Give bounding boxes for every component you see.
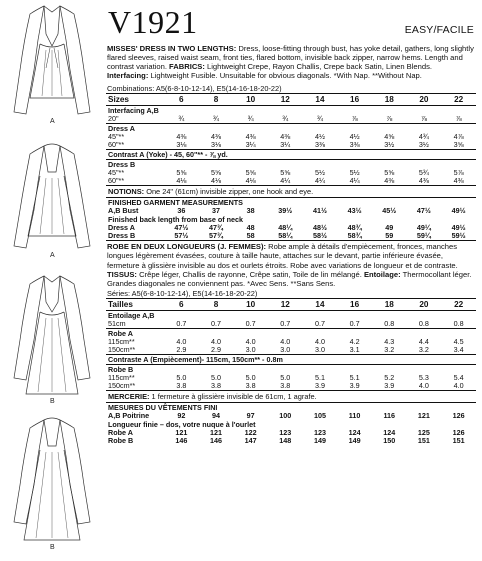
column-header: 20 (407, 94, 442, 106)
tissus-label: TISSUS: (107, 269, 137, 279)
mercerie-text: 1 fermeture à glissière invisible de 61cm, 1 agrafe. (149, 391, 317, 401)
notions-text: One 24" (61cm) invisible zipper, one hook and eye. (144, 187, 314, 197)
table-cell: 4⅜ (418, 176, 429, 186)
table-cell: 4.0 (453, 380, 464, 390)
illustration-column (0, 0, 104, 561)
table-cell: 126 (452, 427, 465, 437)
section-label: Contraste A (Empiècement)- 115cm, 150cm** - 0.8m (106, 354, 476, 364)
table-cell: 0.7 (176, 318, 187, 328)
table-cell: 39½ (278, 206, 293, 216)
table-cell: 3⅜ (349, 140, 360, 150)
table-cell: 3.8 (176, 380, 187, 390)
table-cell: 5⅞ (453, 168, 464, 178)
column-header: 16 (337, 94, 372, 106)
row-label: Robe A (108, 427, 133, 437)
table-row (106, 412, 476, 420)
difficulty-label: EASY/FACILE (404, 24, 474, 36)
description-en (106, 44, 476, 80)
column-header: 14 (303, 298, 338, 310)
section-label: Dress B (106, 160, 476, 170)
description-fr-body: Robe ample à détails d'empiècement, fronces, manches longues légèrement évasées, couture à taille haute, attaches sur le devant, partie inférieure évasée, fermeture à glissière invisible au dos et ourlets étroits. Robe avec variations de longueur et de contraste. (107, 242, 458, 270)
row-label: Dress B (108, 231, 136, 241)
table-cell: 4¾ (418, 132, 429, 142)
table-cell: 5.2 (384, 372, 395, 382)
column-header: Sizes (106, 94, 164, 106)
table-cell: 4.0 (314, 336, 325, 346)
table-cell: 5⅝ (280, 168, 291, 178)
table-cell: 146 (175, 435, 188, 445)
table-cell: 149 (313, 435, 326, 445)
column-header: 8 (199, 94, 234, 106)
table-cell: 4⅛ (176, 176, 187, 186)
table-cell: 4½ (314, 132, 325, 142)
table-cell: 41½ (312, 206, 327, 216)
column-header: 14 (303, 94, 338, 106)
table-cell: 49½ (451, 223, 466, 233)
table-cell: 0.7 (314, 318, 325, 328)
mercerie-fr (106, 390, 476, 402)
notions-label: NOTIONS: (108, 187, 145, 197)
table-row (106, 177, 476, 185)
table-cell: 121 (175, 427, 188, 437)
table-cell: 149 (348, 435, 361, 445)
table-cell: 4½ (349, 132, 360, 142)
finished-table-en (106, 197, 476, 240)
table-cell: 124 (348, 427, 361, 437)
table-cell: 5.4 (453, 372, 464, 382)
table-cell: 110 (348, 410, 361, 420)
table-cell: 123 (279, 427, 292, 437)
row-label: 115cm** (108, 372, 135, 382)
row-label: 45"** (108, 168, 125, 178)
table-row (106, 382, 476, 390)
table-cell: 5⅝ (210, 168, 221, 178)
column-header: 18 (372, 298, 407, 310)
row-label: 115cm** (108, 336, 135, 346)
table-cell: 4.3 (384, 336, 395, 346)
table-cell: 4.0 (418, 380, 429, 390)
section-label: FINISHED GARMENT MEASUREMENTS (106, 198, 476, 208)
table-cell: 3¼ (245, 140, 256, 150)
table-cell: 151 (452, 435, 465, 445)
table-cell: 49 (385, 223, 394, 233)
table-cell: 3.9 (349, 380, 360, 390)
table-row (106, 115, 476, 124)
pattern-info (106, 0, 476, 561)
table-cell: 151 (417, 435, 430, 445)
table-cell: 3.8 (210, 380, 221, 390)
row-label: 150cm** (108, 380, 136, 390)
column-header: 6 (164, 94, 199, 106)
column-header: 10 (233, 298, 268, 310)
table-cell: 3½ (384, 140, 395, 150)
table-cell: 4⅜ (384, 176, 395, 186)
table-cell: 0.8 (418, 318, 429, 328)
table-cell: 0.7 (245, 318, 256, 328)
row-label: 150cm** (108, 344, 136, 354)
table-cell: 3.8 (245, 380, 256, 390)
table-cell: 4.0 (176, 336, 187, 346)
table-cell: 4.4 (418, 336, 429, 346)
table-cell: 45½ (382, 206, 397, 216)
table-cell: 3¼ (280, 140, 291, 150)
table-cell: 0.7 (280, 318, 291, 328)
table-cell: ⅞ (351, 114, 358, 124)
description-fr-title: ROBE EN DEUX LONGUEURS (J. FEMMES): (107, 242, 267, 252)
table-cell: 126 (452, 410, 465, 420)
table-cell: 100 (279, 410, 292, 420)
section-label: Interfacing A,B (108, 106, 159, 116)
yardage-table-en (106, 93, 476, 185)
table-cell: 3.0 (280, 344, 291, 354)
table-cell: 5.0 (245, 372, 256, 382)
dress-a-variant-drawing (14, 144, 90, 248)
fabrics-label: FABRICS: (169, 62, 205, 72)
combinations-fr: Séries: A5(6-8-10-12-14), E5(14-16-18-20-22) (107, 288, 258, 298)
interfacing-label: Interfacing: (107, 71, 149, 81)
section-label: Robe A (106, 328, 476, 338)
column-header: 10 (233, 94, 268, 106)
section-label: Entoilage A,B (108, 310, 155, 320)
table-cell: 4⅜ (210, 132, 221, 142)
table-cell: 4⅞ (453, 132, 464, 142)
dress-a-front-drawing (14, 6, 90, 114)
table-cell: 4⅜ (453, 176, 464, 186)
table-cell: 3.0 (314, 344, 325, 354)
table-cell: 0.8 (453, 318, 464, 328)
table-cell: 97 (246, 410, 255, 420)
column-header: 16 (337, 298, 372, 310)
column-header: 8 (199, 298, 234, 310)
section-label: Longueur finie – dos, votre nuque à l'ourlet (108, 419, 256, 429)
table-cell: 4¼ (349, 176, 360, 186)
table-cell: 3⅛ (210, 140, 221, 150)
row-label: A,B Poitrine (108, 410, 150, 420)
table-cell: 147 (244, 435, 257, 445)
table-row (106, 141, 476, 150)
yardage-table-fr (106, 298, 476, 390)
table-cell: 4⅜ (245, 132, 256, 142)
table-cell: 59 (385, 231, 394, 241)
column-header: 12 (268, 94, 303, 106)
figure-label: B (50, 398, 55, 405)
column-header: 22 (441, 298, 476, 310)
table-cell: 4.0 (245, 336, 256, 346)
table-cell: 146 (209, 435, 222, 445)
section-heading (106, 354, 476, 364)
table-cell: 49¼ (416, 223, 431, 233)
table-cell: 58¼ (278, 231, 293, 241)
table-cell: 5⅝ (176, 168, 187, 178)
table-cell: 3.1 (349, 344, 360, 354)
entoilage-text: Thermocollant léger. Grandes diagonales ne conviennent pas. *Avec Sens. **Sans Sens. (107, 269, 472, 288)
table-cell: 4⅛ (245, 176, 256, 186)
row-label: 60"** (108, 140, 125, 150)
figure-label: A (50, 252, 55, 259)
table-cell: 5⅝ (245, 168, 256, 178)
table-cell: 48¾ (347, 223, 362, 233)
table-cell: 5¾ (418, 168, 429, 178)
table-cell: 0.7 (349, 318, 360, 328)
table-cell: 4.2 (349, 336, 360, 346)
table-cell: 5.1 (349, 372, 360, 382)
figure-label: A (50, 118, 55, 125)
table-cell: ¾ (178, 114, 185, 124)
table-cell: 3.2 (418, 344, 429, 354)
table-cell: 122 (244, 427, 257, 437)
section-label: Finished back length from base of neck (108, 215, 243, 225)
tissus-text: Crêpe léger, Challis de rayonne, Crêpe satin, Toile de lin mélangé. (136, 269, 364, 279)
table-header (106, 298, 476, 310)
table-cell: ⅞ (420, 114, 427, 124)
table-cell: ¾ (212, 114, 219, 124)
table-cell: 4.0 (210, 336, 221, 346)
table-cell: 57¾ (208, 231, 223, 241)
table-cell: ¾ (282, 114, 289, 124)
column-header: Tailles (106, 298, 164, 310)
table-cell: 36 (177, 206, 186, 216)
table-cell: 58½ (312, 231, 327, 241)
mercerie-label: MERCERIE: (108, 391, 150, 401)
table-cell: 105 (313, 410, 326, 420)
table-cell: 3.9 (384, 380, 395, 390)
table-cell: 47½ (416, 206, 431, 216)
row-label: 51cm (108, 318, 126, 328)
table-row (106, 346, 476, 355)
section-label: Contrast A (Yoke) - 45, 60"** - ⅞ yd. (106, 150, 476, 160)
table-cell: 57½ (174, 231, 189, 241)
table-cell: 124 (383, 427, 396, 437)
table-cell: 37 (211, 206, 220, 216)
table-cell: 125 (417, 427, 430, 437)
table-cell: 48 (246, 223, 255, 233)
table-cell: 3⅜ (314, 140, 325, 150)
column-header: 18 (372, 94, 407, 106)
column-header: 22 (441, 94, 476, 106)
table-cell: 3.8 (280, 380, 291, 390)
table-cell: 4⅛ (210, 176, 221, 186)
table-cell: 4¼ (280, 176, 291, 186)
row-label: 45"** (108, 132, 125, 142)
table-row (106, 232, 476, 240)
description-body: Dress, loose-fitting through bust, has yoke detail, gathers, long slightly flared sleeves, raised waist seam, front ties, flared bottom, invisible back zipper, narrow hems. Length and contrast variation. (107, 44, 474, 72)
table-row (106, 320, 476, 329)
column-header: 20 (407, 298, 442, 310)
table-cell: 3.2 (384, 344, 395, 354)
interfacing-text: Lightweight Fusible. Unsuitable for obvious diagonals. *With Nap. **Without Nap. (148, 71, 422, 81)
table-cell: 4⅝ (384, 132, 395, 142)
table-cell: 150 (383, 435, 396, 445)
table-cell: 5.1 (314, 372, 325, 382)
table-cell: 59½ (451, 231, 466, 241)
table-cell: 2.9 (210, 344, 221, 354)
row-label: A,B Bust (108, 206, 139, 216)
section-label: Robe B (106, 364, 476, 374)
table-cell: 5.0 (280, 372, 291, 382)
table-cell: 4.0 (280, 336, 291, 346)
table-header (106, 94, 476, 106)
table-cell: 3⅛ (176, 140, 187, 150)
table-cell: 48½ (312, 223, 327, 233)
dress-illustrations (0, 0, 104, 561)
section-label: Dress A (106, 124, 476, 134)
description-fr (106, 240, 476, 288)
table-cell: ⅞ (455, 114, 462, 124)
table-cell: 92 (177, 410, 186, 420)
table-cell: 49½ (451, 206, 466, 216)
table-cell: 4⅜ (280, 132, 291, 142)
row-label: 20" (108, 114, 119, 124)
row-label: 60"** (108, 176, 125, 186)
table-cell: ¾ (247, 114, 254, 124)
table-cell: 121 (417, 410, 430, 420)
table-cell: 47¾ (208, 223, 223, 233)
table-cell: 5.0 (176, 372, 187, 382)
row-label: Dress A (108, 223, 135, 233)
notions-en (106, 185, 476, 197)
table-cell: 38 (246, 206, 255, 216)
section-label: MESURES DU VÊTEMENTS FINI (106, 402, 476, 412)
table-cell: 5.0 (210, 372, 221, 382)
finished-table-fr (106, 402, 476, 445)
dress-b-front-drawing (14, 276, 90, 394)
header (106, 0, 476, 44)
table-cell: 4.5 (453, 336, 464, 346)
table-cell: 3.4 (453, 344, 464, 354)
table-cell: 58¾ (347, 231, 362, 241)
figure-label: B (50, 544, 55, 551)
table-row (106, 207, 476, 215)
table-cell: 0.7 (210, 318, 221, 328)
column-header: 12 (268, 298, 303, 310)
table-cell: 148 (279, 435, 292, 445)
table-cell: 121 (209, 427, 222, 437)
dress-b-variant-drawing (14, 418, 90, 540)
table-row (106, 437, 476, 445)
table-cell: ⅞ (386, 114, 393, 124)
table-cell: 4¼ (314, 176, 325, 186)
table-cell: 4⅜ (176, 132, 187, 142)
table-cell: 0.8 (384, 318, 395, 328)
pattern-number: V1921 (108, 4, 198, 40)
table-cell: 43½ (347, 206, 362, 216)
table-cell: 2.9 (176, 344, 187, 354)
table-cell: 116 (383, 410, 396, 420)
description-title: MISSES' DRESS IN TWO LENGTHS: (107, 44, 237, 53)
table-cell: 5⅝ (384, 168, 395, 178)
combinations-en: Combinations: A5(6-8-10-12-14), E5(14-16-18-20-22) (107, 84, 282, 94)
section-heading (106, 150, 476, 160)
table-cell: 5½ (314, 168, 325, 178)
table-cell: 123 (313, 427, 326, 437)
entoilage-label: Entoilage: (363, 269, 401, 279)
table-cell: 47½ (174, 223, 189, 233)
table-cell: 3.0 (245, 344, 256, 354)
column-header: 6 (164, 298, 199, 310)
table-cell: 5½ (349, 168, 360, 178)
table-cell: 5.3 (418, 372, 429, 382)
table-cell: 3½ (418, 140, 429, 150)
fabrics-text: Lightweight Crepe, Rayon Challis, Crepe back Satin, Linen Blends. (204, 62, 433, 72)
table-cell: 94 (211, 410, 220, 420)
row-label: Robe B (108, 435, 134, 445)
table-cell: ¾ (316, 114, 323, 124)
table-cell: 58 (246, 231, 255, 241)
table-cell: 3⅝ (453, 140, 464, 150)
table-cell: 3.9 (314, 380, 325, 390)
table-cell: 59¼ (416, 231, 431, 241)
table-cell: 48¼ (278, 223, 293, 233)
